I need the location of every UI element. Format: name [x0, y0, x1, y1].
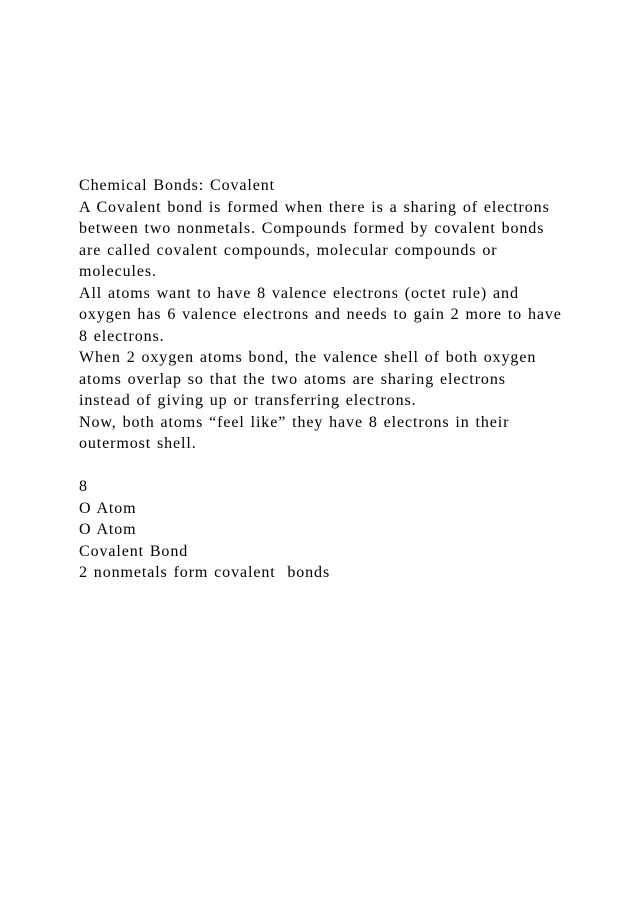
body-line: instead of giving up or transferring electrons.	[79, 392, 417, 409]
body-line: A Covalent bond is formed when there is a sharing of electrons	[79, 198, 550, 216]
body-line: outermost shell.	[79, 435, 197, 452]
body-line: 8 electrons.	[79, 327, 165, 345]
body-line: All atoms want to have 8 valence electrons (octet rule) and	[79, 284, 519, 302]
diagram-labels-text	[79, 476, 579, 584]
body-line: between two nonmetals. Compounds formed by covalent bonds	[79, 220, 545, 237]
atom-label: O Atom	[79, 521, 137, 538]
bond-label: Covalent Bond	[79, 542, 189, 560]
body-line: are called covalent compounds, molecular compounds or	[79, 241, 498, 259]
electron-count-label: 8	[79, 478, 88, 495]
caption-label: 2 nonmetals form covalent bonds	[79, 564, 331, 581]
body-line: molecules.	[79, 263, 157, 280]
body-line: When 2 oxygen atoms bond, the valence shell of both oxygen	[79, 349, 537, 366]
heading-line: Chemical Bonds: Covalent	[79, 177, 276, 194]
atom-label: O Atom	[79, 499, 137, 517]
body-line: atoms overlap so that the two atoms are sharing electrons	[79, 370, 506, 388]
body-line: oxygen has 6 valence electrons and needs to gain 2 more to have	[79, 306, 562, 323]
body-line: Now, both atoms “feel like” they have 8 electrons in their	[79, 413, 510, 431]
covalent-bonds-text	[79, 175, 579, 455]
